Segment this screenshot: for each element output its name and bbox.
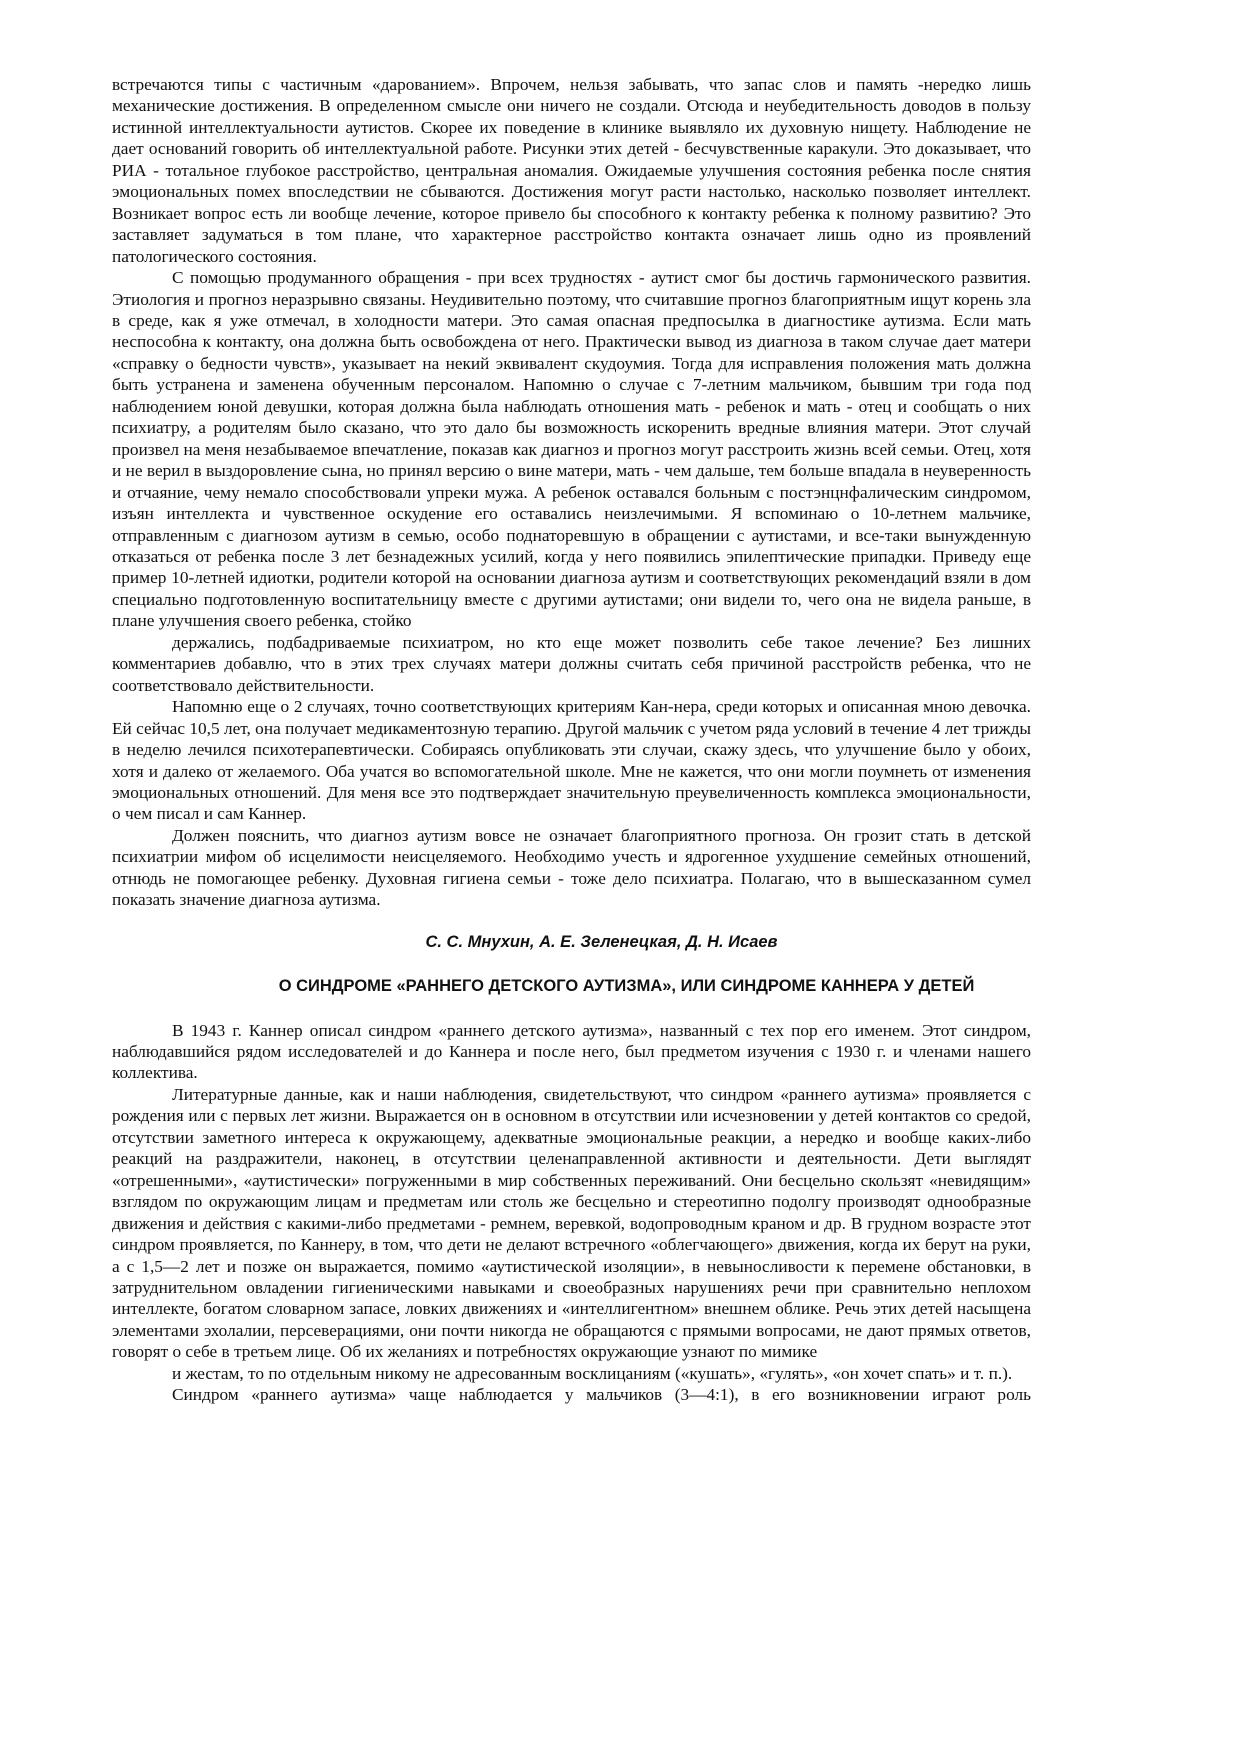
paragraph: держались, подбадриваемые психиатром, но кто еще может позволить себе такое лечение? Без лишних комментариев добавлю, что в этих трех случаях матери должны считать себя причиной расстройств ребенка, что не соответствовало действительности.	[112, 632, 1031, 695]
article-authors: С. С. Мнухин, А. Е. Зеленецкая, Д. Н. Исаев	[425, 932, 778, 951]
paragraph: С помощью продуманного обращения - при всех трудностях - аутист смог бы достичь гармонического развития. Этиология и прогноз неразрывно связаны. Неудивительно поэтому, что считавшие прогноз благоприятным ищут корень зла в среде, как я уже отмечал, в холодности матери. Это самая опасная предпосылка в диагностике аутизма. Если мать неспособна к контакту, она должна быть освобождена от него. Практически вывод из диагноза в таком случае дает матери «справку о бедности чувств», указывает на некий эквивалент скудоумия. Тогда для исправления положения мать должна быть устранена и заменена обученным персоналом. Напомню о случае с 7-летним мальчиком, бывшим три года под наблюдением юной девушки, которая должна была наблюдать отношения мать - ребенок и мать - отец и сообщать о них психиатру, а родителям было сказано, что это дало бы возможность искоренить вредные влияния матери. Этот случай произвел на меня незабываемое впечатление, показав как диагноз и прогноз могут расстроить жизнь всей семьи. Отец, хотя и не верил в выздоровление сына, но принял версию о вине матери, мать - чем дальше, тем больше впадала в неуверенность и отчаяние, чему немало способствовали упреки мужа. А ребенок оставался больным с постэнцнфалическим синдромом, изъян интеллекта и чувственное оскудение его оставались неизлечимыми. Я вспоминаю о 10-летнем мальчике, отправленным с диагнозом аутизм в семью, особо поднаторевшую в обращении с аутистами, и все-таки вынужденную отказаться от ребенка после 3 лет безнадежных усилий, когда у него появились эпилептические припадки. Приведу еще пример 10-летней идиотки, родители которой на основании диагноза аутизм и соответствующих рекомендаций взяли в дом специально подготовленную воспитательницу вместе с другими аутистами; они видели то, чего она не видела раньше, в плане улучшения своего ребенка, стойко	[112, 268, 1031, 631]
paragraph: Напомню еще о 2 случаях, точно соответствующих критериям Кан-нера, среди которых и описанная мною девочка. Ей сейчас 10,5 лет, она получает медикаментозную терапию. Другой мальчик с учетом ряда условий в течение 4 лет трижды в неделю лечился психотерапевтически. Собираясь опубликовать эти случаи, скажу здесь, что улучшение было у обоих, хотя и далеко от желаемого. Оба учатся во вспомогательной школе. Мне не кажется, что они могли поумнеть от изменения эмоциональных отношений. Для меня все это подтверждает значительную преувеличенность комплекса эмоциональности, о чем писал и сам Каннер.	[112, 697, 1031, 824]
paragraph: Должен пояснить, что диагноз аутизм вовсе не означает благоприятного прогноза. Он грозит стать в детской психиатрии мифом об исцелимости неисцеляемого. Необходимо учесть и ядрогенное ухудшение семейных отношений, отнюдь не помогающее ребенку. Духовная гигиена семьи - тоже дело психиатра. Полагаю, что в вышесказанном сумел показать значение диагноза аутизма.	[112, 825, 1031, 910]
paragraph: Литературные данные, как и наши наблюдения, свидетельствуют, что синдром «раннего аутизма» проявляется с рождения или с первых лет жизни. Выражается он в основном в отсутствии или исчезновении у детей контактов со средой, отсутствии заметного интереса к окружающему, адекватные эмоциональные реакции, а нередко и вообще каких-либо реакций на раздражители, наконец, в отсутствии целенаправленной активности и деятельности. Дети выглядят «отрешенными», «аутистически» погруженными в мир собственных переживаний. Они бесцельно скользят «невидящим» взглядом по окружающим лицам и предметам или столь же бесцельно и стереотипно подолгу производят однообразные движения и действия с какими-либо предметами - ремнем, веревкой, водопроводным краном и др. В грудном возрасте этот синдром проявляется, по Каннеру, в том, что дети не делают встречного «облегчающего» движения, когда их берут на руки, а с 1,5—2 лет и позже он выражается, помимо «аутистической изоляции», в невыносливости к перемене обстановки, в затруднительном овладении гигиеническими навыками и своеобразных нарушениях речи при сравнительно неплохом интеллекте, богатом словарном запасе, ловких движениях и «интеллигентном» внешнем облике. Речь этих детей насыщена элементами эхолалии, персеверациями, они почти никогда не обращаются с прямыми вопросами, не дают прямых ответов, говорят о себе в третьем лице. Об их желаниях и потребностях окружающие узнают по мимике	[112, 1084, 1031, 1362]
document-page	[112, 74, 1031, 1406]
paragraph: Синдром «раннего аутизма» чаще наблюдается у мальчиков (3—4:1), в его возникновении играют роль	[172, 1385, 1031, 1405]
article-title: О СИНДРОМЕ «РАННЕГО ДЕТСКОГО АУТИЗМА», ИЛИ СИНДРОМЕ КАННЕРА У ДЕТЕЙ	[278, 977, 975, 996]
paragraph: встречаются типы с частичным «дарованием». Впрочем, нельзя забывать, что запас слов и память -нередко лишь механические достижения. В определенном смысле они ничего не создали. Отсюда и неубедительность доводов в пользу истинной интеллектуальности аутистов. Скорее их поведение в клинике выявляло их духовную нищету. Наблюдение не дает оснований говорить об интеллектуальной работе. Рисунки этих детей - бесчувственные каракули. Это доказывает, что РИА - тотальное глубокое расстройство, центральная аномалия. Ожидаемые улучшения состояния ребенка после снятия эмоциональных помех впоследствии не сбываются. Достижения могут расти настолько, насколько позволяет интеллект. Возникает вопрос есть ли вообще лечение, которое привело бы способного к контакту ребенка к полному развитию? Это заставляет задуматься в том плане, что характерное расстройство контакта означает лишь одно из проявлений патологического состояния.	[112, 75, 1031, 266]
paragraph: В 1943 г. Каннер описал синдром «раннего детского аутизма», названный с тех пор его именем. Этот синдром, наблюдавшийся рядом исследователей и до Каннера и после него, был предметом изучения с 1930 г. и членами нашего коллектива.	[112, 1020, 1031, 1083]
paragraph: и жестам, то по отдельным никому не адресованным восклицаниям («кушать», «гулять», «он хочет спать» и т. п.).	[172, 1363, 1013, 1383]
